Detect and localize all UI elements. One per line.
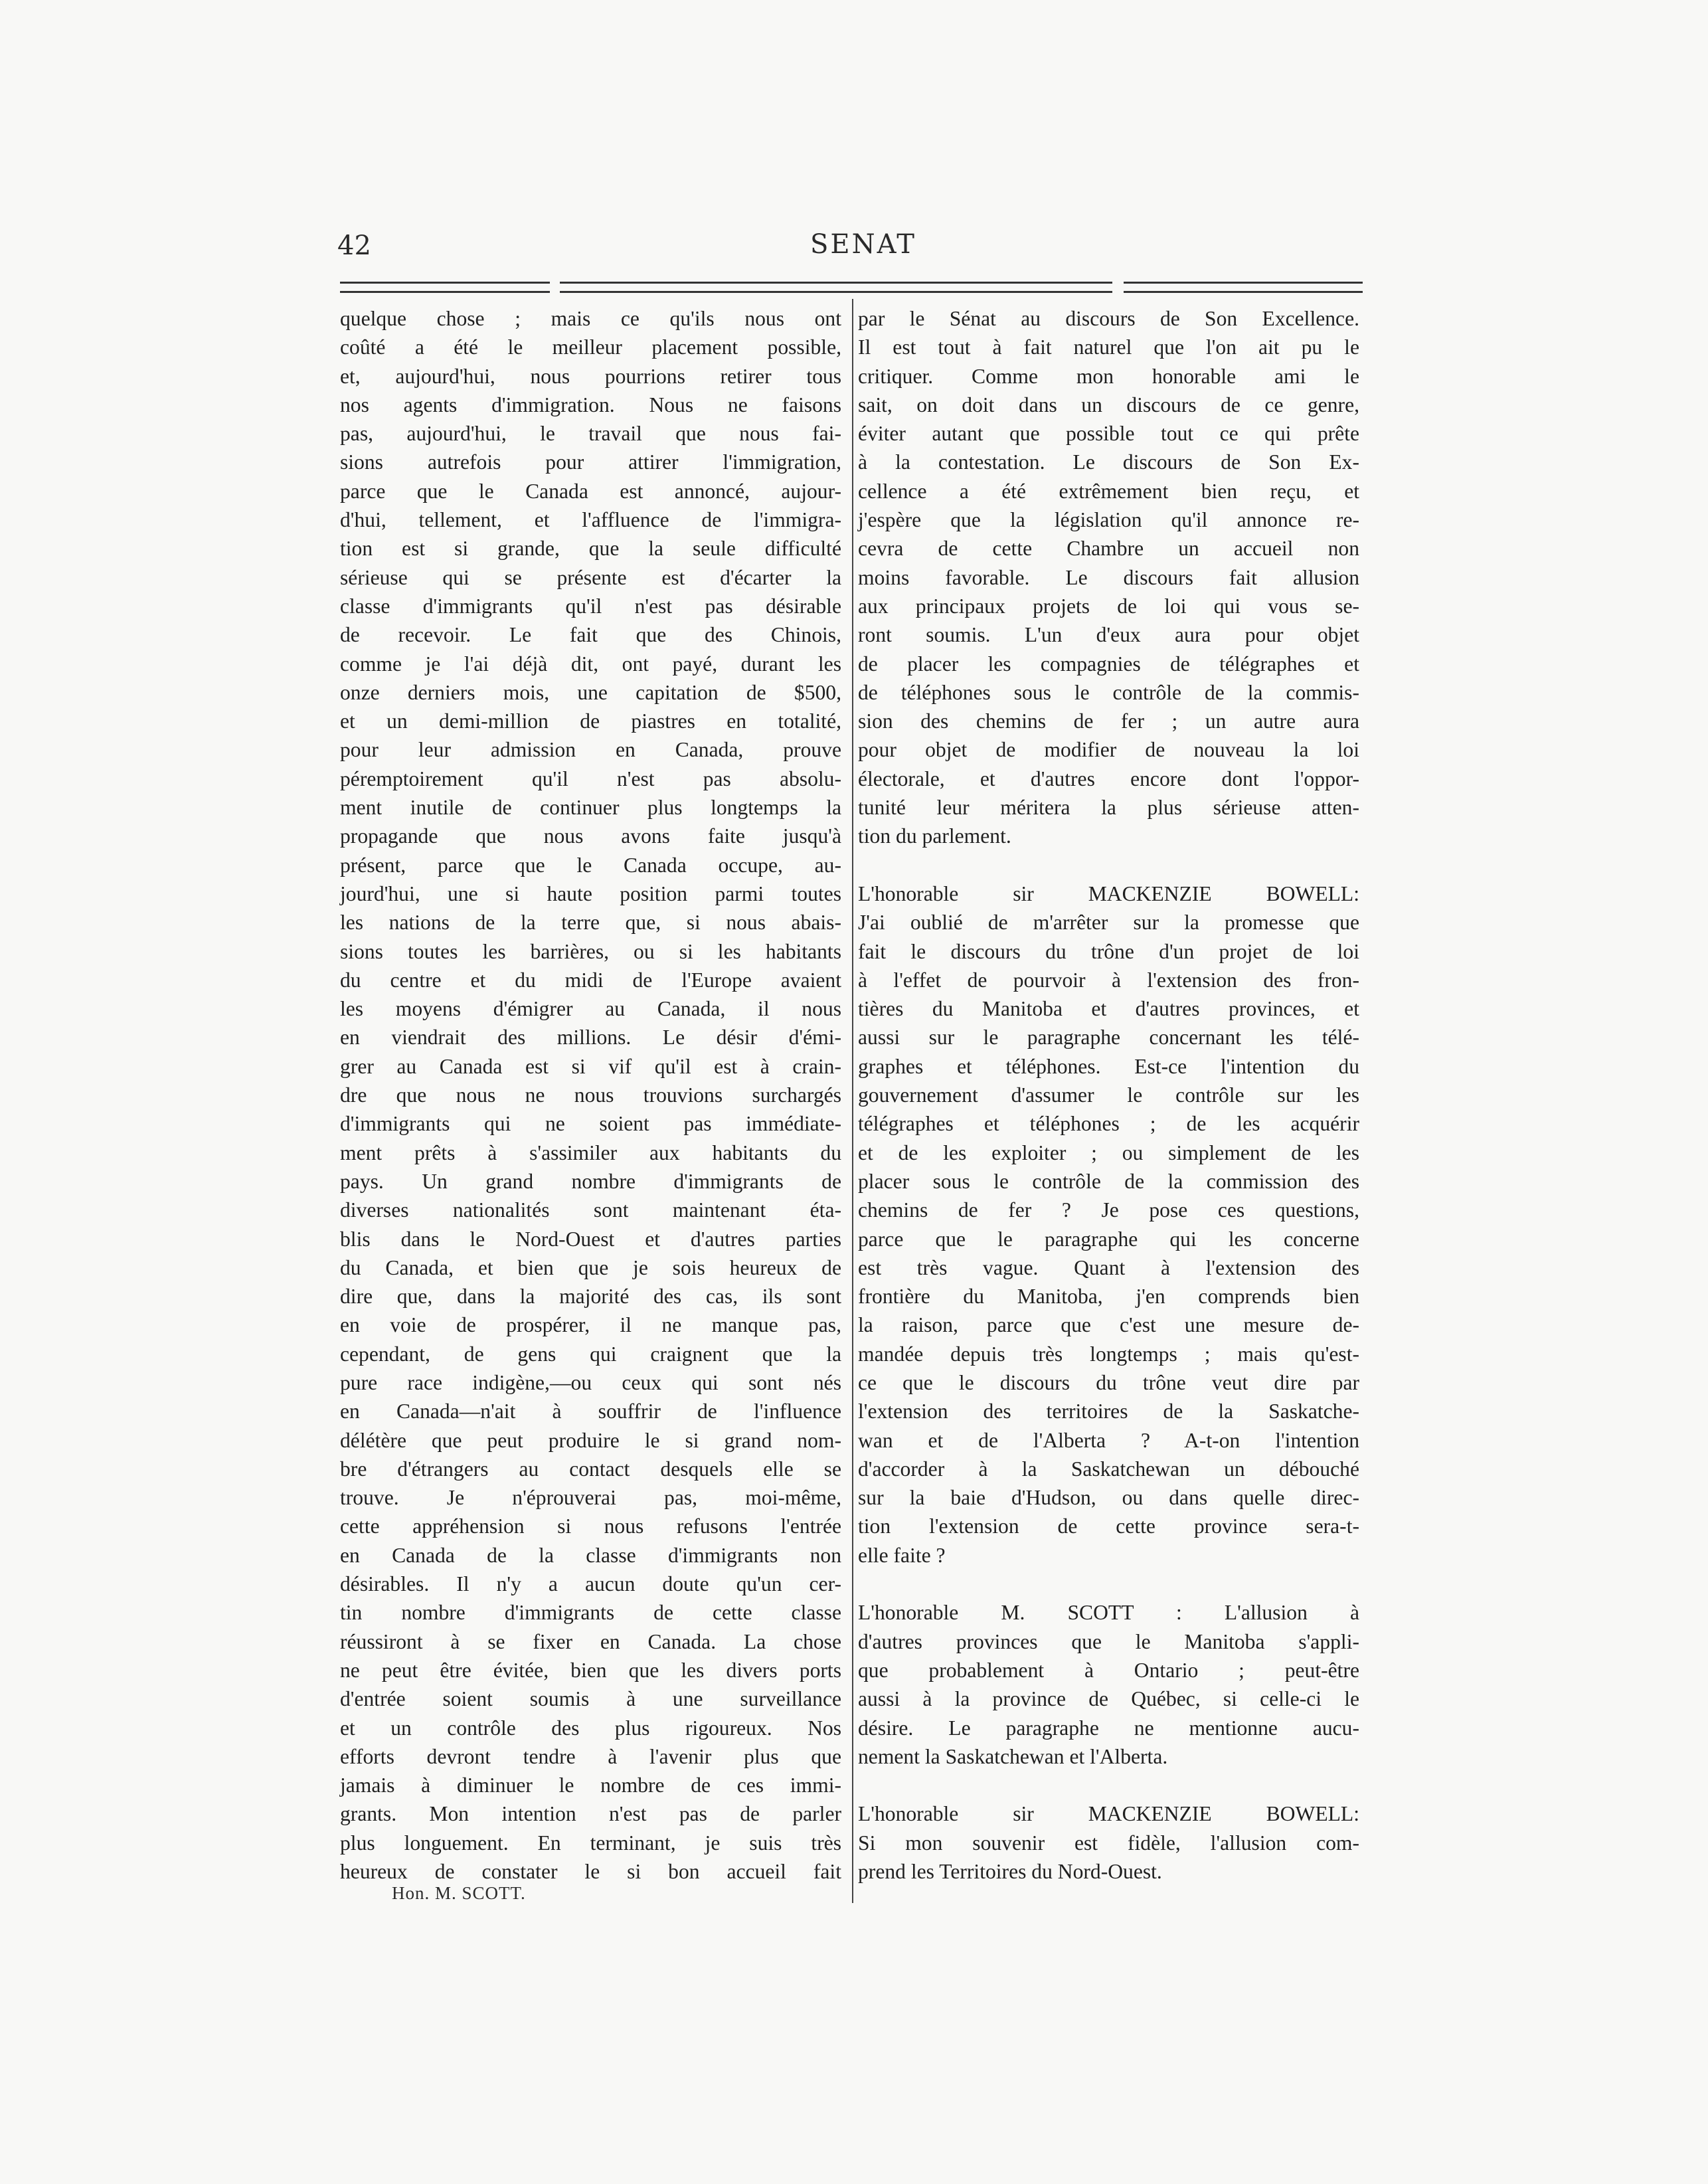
paragraph-gap xyxy=(858,851,1359,879)
text-line: tion du parlement. xyxy=(858,824,1011,848)
text-line: grer au Canada est si vif qu'il est à crain- xyxy=(340,1054,841,1078)
header-rule-center-top xyxy=(560,282,1112,284)
text-line: aux principaux projets de loi qui vous se- xyxy=(858,594,1359,618)
text-line: jamais à diminuer le nombre de ces immi- xyxy=(340,1774,841,1797)
text-line: critiquer. Comme mon honorable ami le xyxy=(858,364,1359,388)
text-line: sion des chemins de fer ; un autre aura xyxy=(858,709,1359,733)
text-line: aussi à la province de Québec, si celle-ci le xyxy=(858,1687,1359,1711)
text-line: du Canada, et bien que je sois heureux de xyxy=(340,1255,841,1279)
text-line: de recevoir. Le fait que des Chinois, xyxy=(340,623,841,647)
text-line: grants. Mon intention n'est pas de parler xyxy=(340,1802,841,1826)
text-line: l'extension des territoires de la Saskatche- xyxy=(858,1400,1359,1423)
right-column xyxy=(858,304,1359,1886)
text-line: ne peut être évitée, bien que les divers ports xyxy=(340,1658,841,1682)
text-line: quelque chose ; mais ce qu'ils nous ont xyxy=(340,307,841,330)
text-line: mandée depuis très longtemps ; mais qu'est- xyxy=(858,1342,1359,1366)
text-line: sait, on doit dans un discours de ce genre, xyxy=(858,393,1359,416)
text-line: tin nombre d'immigrants de cette classe xyxy=(340,1601,841,1625)
text-line: parce que le paragraphe qui les concerne xyxy=(858,1227,1359,1251)
text-line: Si mon souvenir est fidèle, l'allusion com- xyxy=(858,1831,1359,1855)
right-paragraph-3 xyxy=(858,1598,1359,1771)
text-line: ment prêts à s'assimiler aux habitants du xyxy=(340,1140,841,1164)
text-line: chemins de fer ? Je pose ces questions, xyxy=(858,1198,1359,1222)
text-line: ce que le discours du trône veut dire par xyxy=(858,1370,1359,1394)
header-rule-left-top xyxy=(340,282,550,284)
text-line: de placer les compagnies de télégraphes et xyxy=(858,652,1359,676)
text-line: péremptoirement qu'il n'est pas absolu- xyxy=(340,767,841,790)
page-number: 42 xyxy=(337,230,371,261)
text-line: télégraphes et téléphones ; de les acquérir xyxy=(858,1112,1359,1136)
text-line: tion l'extension de cette province sera-t- xyxy=(858,1514,1359,1538)
text-line: sions toutes les barrières, ou si les habitants xyxy=(340,939,841,963)
text-line: présent, parce que le Canada occupe, au- xyxy=(340,853,841,877)
text-line: aussi sur le paragraphe concernant les télé- xyxy=(858,1026,1359,1049)
paragraph-gap xyxy=(858,1570,1359,1598)
text-line: placer sous le contrôle de la commission des xyxy=(858,1169,1359,1193)
text-line: sur la baie d'Hudson, ou dans quelle direc- xyxy=(858,1486,1359,1510)
text-line: onze derniers mois, une capitation de $500, xyxy=(340,680,841,704)
text-line: réussiront à se fixer en Canada. La chose xyxy=(340,1629,841,1653)
paragraph-gap xyxy=(858,1771,1359,1799)
column-divider xyxy=(852,299,853,1903)
header-rule-right-bottom xyxy=(1124,291,1363,293)
text-line: L'honorable sir MACKENZIE BOWELL: xyxy=(858,881,1359,905)
text-line: L'honorable sir MACKENZIE BOWELL: xyxy=(858,1802,1359,1826)
text-line: efforts devront tendre à l'avenir plus que xyxy=(340,1744,841,1768)
text-line: cevra de cette Chambre un accueil non xyxy=(858,537,1359,561)
text-line: plus longuement. En terminant, je suis très xyxy=(340,1831,841,1855)
text-line: dire que, dans la majorité des cas, ils sont xyxy=(340,1285,841,1309)
text-line: à l'effet de pourvoir à l'extension des fron- xyxy=(858,968,1359,992)
text-line: pays. Un grand nombre d'immigrants de xyxy=(340,1169,841,1193)
text-line: blis dans le Nord-Ouest et d'autres parties xyxy=(340,1227,841,1251)
text-line: en voie de prospérer, il ne manque pas, xyxy=(340,1313,841,1337)
text-line: coûté a été le meilleur placement possible, xyxy=(340,335,841,359)
text-line: parce que le Canada est annoncé, aujour- xyxy=(340,479,841,503)
text-line: Il est tout à fait naturel que l'on ait pu le xyxy=(858,335,1359,359)
text-line: graphes et téléphones. Est-ce l'intention du xyxy=(858,1054,1359,1078)
text-line: classe d'immigrants qu'il n'est pas désirable xyxy=(340,594,841,618)
text-line: les nations de la terre que, si nous abais- xyxy=(340,911,841,935)
text-line: j'espère que la législation qu'il annonce re- xyxy=(858,508,1359,532)
text-line: tunité leur méritera la plus sérieuse atten- xyxy=(858,796,1359,820)
text-line: comme je l'ai déjà dit, ont payé, durant les xyxy=(340,652,841,676)
text-line: à la contestation. Le discours de Son Ex- xyxy=(858,450,1359,474)
header-rule-center-bottom xyxy=(560,291,1112,293)
text-line: prend les Territoires du Nord-Ouest. xyxy=(858,1860,1162,1884)
left-paragraph xyxy=(340,304,841,1886)
text-line: propagande que nous avons faite jusqu'à xyxy=(340,824,841,848)
text-line: d'hui, tellement, et l'affluence de l'immigra- xyxy=(340,508,841,532)
text-line: de téléphones sous le contrôle de la commis- xyxy=(858,680,1359,704)
text-line: est très vague. Quant à l'extension des xyxy=(858,1255,1359,1279)
text-line: frontière du Manitoba, j'en comprends bien xyxy=(858,1285,1359,1309)
text-line: pure race indigène,—ou ceux qui sont nés xyxy=(340,1370,841,1394)
header-rule-right-top xyxy=(1124,282,1363,284)
right-paragraph-2 xyxy=(858,879,1359,1570)
text-line: tières du Manitoba et d'autres provinces, et xyxy=(858,997,1359,1021)
text-line: d'immigrants qui ne soient pas immédiate- xyxy=(340,1112,841,1136)
right-paragraph-4 xyxy=(858,1799,1359,1886)
text-line: jourd'hui, une si haute position parmi toutes xyxy=(340,881,841,905)
text-line: désire. Le paragraphe ne mentionne aucu- xyxy=(858,1716,1359,1740)
text-line: d'entrée soient soumis à une surveillance xyxy=(340,1687,841,1711)
text-line: d'accorder à la Saskatchewan un débouché xyxy=(858,1457,1359,1481)
text-line: nos agents d'immigration. Nous ne faisons xyxy=(340,393,841,416)
text-line: heureux de constater le si bon accueil fait xyxy=(340,1860,841,1884)
text-line: que probablement à Ontario ; peut-être xyxy=(858,1658,1359,1682)
text-line: cellence a été extrêmement bien reçu, et xyxy=(858,479,1359,503)
text-line: désirables. Il n'y a aucun doute qu'un cer- xyxy=(340,1572,841,1596)
text-line: trouve. Je n'éprouverai pas, moi-même, xyxy=(340,1486,841,1510)
text-line: elle faite ? xyxy=(858,1543,946,1567)
text-line: pas, aujourd'hui, le travail que nous fai- xyxy=(340,422,841,446)
text-line: cette appréhension si nous refusons l'entrée xyxy=(340,1514,841,1538)
text-line: et de les exploiter ; ou simplement de les xyxy=(858,1140,1359,1164)
text-line: bre d'étrangers au contact desquels elle se xyxy=(340,1457,841,1481)
text-line: L'honorable M. SCOTT : L'allusion à xyxy=(858,1601,1359,1625)
text-line: pour objet de modifier de nouveau la loi xyxy=(858,738,1359,762)
text-line: gouvernement d'assumer le contrôle sur les xyxy=(858,1083,1359,1107)
text-line: cependant, de gens qui craignent que la xyxy=(340,1342,841,1366)
text-line: wan et de l'Alberta ? A-t-on l'intention xyxy=(858,1428,1359,1452)
text-line: en Canada de la classe d'immigrants non xyxy=(340,1543,841,1567)
text-line: ment inutile de continuer plus longtemps la xyxy=(340,796,841,820)
text-line: du centre et du midi de l'Europe avaient xyxy=(340,968,841,992)
text-line: J'ai oublié de m'arrêter sur la promesse que xyxy=(858,911,1359,935)
text-line: et un contrôle des plus rigoureux. Nos xyxy=(340,1716,841,1740)
text-line: en Canada—n'ait à souffrir de l'influence xyxy=(340,1400,841,1423)
text-line: par le Sénat au discours de Son Excellence. xyxy=(858,307,1359,330)
text-line: les moyens d'émigrer au Canada, il nous xyxy=(340,997,841,1021)
text-line: et, aujourd'hui, nous pourrions retirer tous xyxy=(340,364,841,388)
text-line: moins favorable. Le discours fait allusion xyxy=(858,565,1359,589)
text-line: diverses nationalités sont maintenant éta- xyxy=(340,1198,841,1222)
left-column xyxy=(340,304,841,1886)
header-rule-left-bottom xyxy=(340,291,550,293)
text-line: d'autres provinces que le Manitoba s'appli- xyxy=(858,1629,1359,1653)
running-head: SENAT xyxy=(810,229,916,260)
text-line: délétère que peut produire le si grand nom- xyxy=(340,1428,841,1452)
text-line: ront soumis. L'un d'eux aura pour objet xyxy=(858,623,1359,647)
text-line: et un demi-million de piastres en totalité, xyxy=(340,709,841,733)
text-line: éviter autant que possible tout ce qui prête xyxy=(858,422,1359,446)
running-foot: Hon. M. SCOTT. xyxy=(392,1883,526,1903)
right-paragraph-1 xyxy=(858,304,1359,851)
text-line: tion est si grande, que la seule difficulté xyxy=(340,537,841,561)
text-line: pour leur admission en Canada, prouve xyxy=(340,738,841,762)
text-line: sérieuse qui se présente est d'écarter la xyxy=(340,565,841,589)
text-line: nement la Saskatchewan et l'Alberta. xyxy=(858,1744,1168,1768)
text-line: en viendrait des millions. Le désir d'émi- xyxy=(340,1026,841,1049)
text-line: la raison, parce que c'est une mesure de- xyxy=(858,1313,1359,1337)
text-line: fait le discours du trône d'un projet de loi xyxy=(858,939,1359,963)
text-line: électorale, et d'autres encore dont l'oppor- xyxy=(858,767,1359,790)
text-line: sions autrefois pour attirer l'immigration, xyxy=(340,450,841,474)
text-line: dre que nous ne nous trouvions surchargés xyxy=(340,1083,841,1107)
